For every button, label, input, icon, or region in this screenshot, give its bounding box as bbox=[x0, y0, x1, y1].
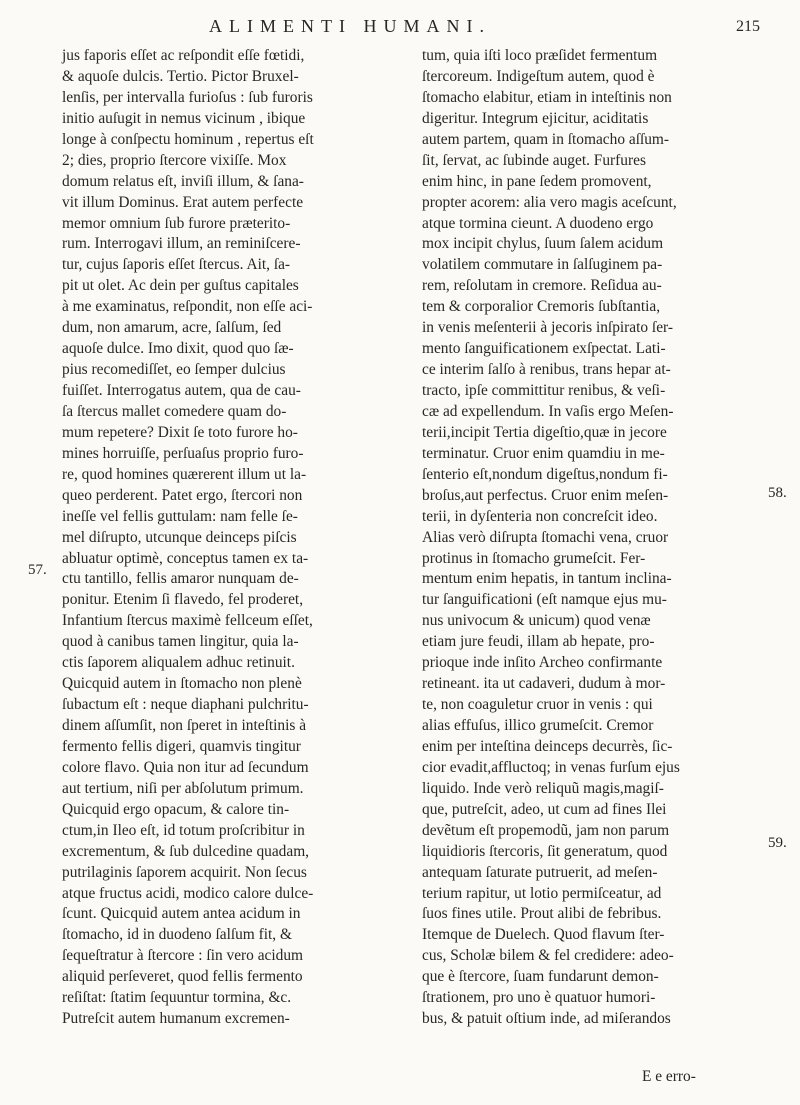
text-line: atque fructus acidi, modico calore dulce- bbox=[62, 884, 314, 902]
text-line: queo perderent. Patet ergo, ſtercori non bbox=[62, 486, 303, 504]
text-line: propter acorem: alia vero magis aceſcunt, bbox=[422, 193, 677, 211]
text-line: jus faporis eſſet ac reſpondit eſſe fœtidi, bbox=[62, 47, 305, 64]
text-line: cæ ad expellendum. In vaſis ergo Meſen- bbox=[422, 402, 674, 420]
text-line: 2; dies, proprio ſtercore vixiſſe. Mox bbox=[62, 151, 287, 169]
text-line: enim per inteſtina deinceps decurrès, ſic- bbox=[422, 737, 673, 755]
text-line: cior evadit,affluctoq; in venas furſum ejus bbox=[422, 758, 680, 776]
text-line: ſtomacho elabitur, etiam in inteſtinis non bbox=[422, 88, 672, 106]
margin-note-59: 59. bbox=[768, 835, 787, 851]
text-line: mines horruiſſe, perſuaſus proprio furo- bbox=[62, 444, 304, 462]
text-line: etiam jure feudi, illam ab hepate, pro- bbox=[422, 633, 655, 651]
text-line: ſequeſtratur à ſtercore : ſin vero acidum bbox=[62, 947, 304, 965]
text-line: fuiſſet. Interrogatus autem, qua de cau- bbox=[62, 382, 301, 399]
running-title: ALIMENTI HUMANI. bbox=[209, 16, 491, 36]
text-line: Itemque de Duelech. Quod flavum ſter- bbox=[422, 926, 665, 944]
text-line: & aquoſe dulcis. Tertio. Pictor Bruxel- bbox=[62, 67, 299, 85]
text-line: tem & corporalior Cremoris ſubſtantia, bbox=[422, 298, 661, 316]
text-line: aliquid perſeveret, quod fellis fermento bbox=[62, 968, 303, 986]
text-line: volatilem commutare in ſalſuginem pa- bbox=[422, 256, 663, 274]
text-line: que, putreſcit, adeo, ut cum ad fines Ilei bbox=[422, 800, 667, 818]
text-line: re, quod homines quærerent illum ut la- bbox=[62, 465, 307, 483]
text-line: liquido. Inde verò reliquũ magis,magiſ- bbox=[422, 779, 664, 797]
text-line: bus, & patuit oſtium inde, ad miſerandos bbox=[422, 1010, 671, 1028]
text-line: initio auſugit in nemus vicinum , ibique bbox=[62, 109, 306, 127]
text-line: domum relatus eſt, inviſi illum, & ſana- bbox=[62, 172, 304, 190]
text-line: retineant. ita ut cadaveri, dudum à mor- bbox=[422, 675, 666, 693]
text-line: à me examinatus, reſpondit, non eſſe aci- bbox=[62, 298, 313, 316]
text-line: lenſis, per intervalla furioſus : ſub furoris bbox=[62, 88, 313, 106]
text-line: terii, in dyſenteria non concreſcit ideo. bbox=[422, 507, 658, 525]
text-line: ctu tantillo, fellis amaror nunquam de- bbox=[62, 570, 299, 588]
text-line: ce interim ſalſo à renibus, trans hepar at- bbox=[422, 361, 671, 379]
text-line: putrilaginis ſaporem acquirit. Non ſecus bbox=[62, 863, 307, 881]
left-column bbox=[62, 46, 397, 1030]
text-line: reſiſtat: ſtatim ſequuntur tormina, &c. bbox=[62, 989, 292, 1007]
text-line: que è ſtercore, ſuam fundarunt demon- bbox=[422, 968, 659, 986]
right-column bbox=[422, 46, 757, 1030]
text-line: abluatur optimè, conceptus tamen ex ta- bbox=[62, 549, 309, 567]
text-line: tur ſanguificationi (eſt namque ejus mu- bbox=[422, 591, 667, 609]
text-line: ctis ſaporem aliqualem adhuc retinuit. bbox=[62, 654, 295, 672]
text-line: devẽtum eſt propemodũ, jam non parum bbox=[422, 821, 670, 839]
text-line: ineſſe vel fellis guttulam: nam felle ſe- bbox=[62, 507, 298, 525]
text-line: mentum enim hepatis, in tantum inclina- bbox=[422, 570, 672, 588]
text-line: ſtercoreum. Indigeſtum autem, quod è bbox=[422, 67, 655, 85]
text-line: nus univocum & unicum) quod venæ bbox=[422, 612, 651, 630]
text-line: rum. Interrogavi illum, an reminiſcere- bbox=[62, 235, 301, 253]
text-line: mox incipit chylus, ſuum ſalem acidum bbox=[422, 235, 664, 253]
text-line: ſcunt. Quicquid autem antea acidum in bbox=[62, 905, 301, 923]
text-line: mum repetere? Dixit ſe toto furore ho- bbox=[62, 423, 298, 441]
margin-note-58: 58. bbox=[768, 485, 787, 501]
text-line: tum, quia iſti loco præſidet fermentum bbox=[422, 47, 658, 64]
page-number: 215 bbox=[736, 18, 760, 35]
text-line: ſuos fines utile. Prout alibi de febribus. bbox=[422, 905, 662, 923]
text-line: cus, Scholæ bilem & fel credidere: adeo- bbox=[422, 947, 674, 965]
text-line: autem partem, quam in ſtomacho aſſum- bbox=[422, 130, 670, 148]
text-line: dinem aſſumſit, non ſperet in inteſtinis à bbox=[62, 717, 307, 734]
text-line: Quicquid autem in ſtomacho non plenè bbox=[62, 675, 302, 693]
text-line: Putreſcit autem humanum excremen- bbox=[62, 1010, 290, 1028]
text-line: broſus,aut perfectus. Cruor enim meſen- bbox=[422, 486, 669, 504]
text-line: terium rapitur, ut lotio permiſceatur, ad bbox=[422, 884, 662, 902]
text-line: mel diſrupto, utcunque deinceps piſcis bbox=[62, 528, 297, 546]
text-line: aquoſe dulce. Imo dixit, quod quo ſæ- bbox=[62, 340, 294, 358]
text-line: pius recomediſſet, eo ſemper dulcius bbox=[62, 361, 286, 379]
text-line: mento ſanguificationem exſpectat. Lati- bbox=[422, 340, 666, 358]
text-line: longe à conſpectu hominum , repertus eſt bbox=[62, 130, 314, 148]
text-line: Quicquid ergo opacum, & calore tin- bbox=[62, 800, 290, 818]
text-line: terii,incipit Tertia digeſtio,quæ in jecore bbox=[422, 423, 667, 441]
text-line: in venis meſenterii à jecoris inſpirato ſer- bbox=[422, 319, 673, 337]
text-line: Infantium ſtercus maximè fellceum eſſet, bbox=[62, 612, 313, 630]
text-line: dum, non amarum, acre, ſalſum, ſed bbox=[62, 319, 282, 337]
text-line: ſtrationem, pro uno è quatuor humori- bbox=[422, 989, 656, 1007]
text-line: Alias verò diſrupta ſtomachi vena, cruor bbox=[422, 528, 669, 546]
running-header bbox=[60, 16, 760, 46]
catchword: E e erro- bbox=[642, 1068, 696, 1085]
text-line: tracto, ipſe committitur renibus, & veſi- bbox=[422, 382, 666, 399]
text-line: ſenterio eſt,nondum digeſtus,nondum fi- bbox=[422, 465, 668, 483]
text-line: ſa ſtercus mallet comedere quam do- bbox=[62, 402, 287, 420]
text-line: aut tertium, niſi per abſolutum primum. bbox=[62, 779, 304, 797]
text-line: ctum,in Ileo eſt, id totum proſcribitur in bbox=[62, 821, 305, 839]
text-line: excrementum, & ſub dulcedine quadam, bbox=[62, 842, 310, 860]
text-line: ſtomacho, id in duodeno ſalſum fit, & bbox=[62, 926, 292, 944]
text-line: atque tormina cieunt. A duodeno ergo bbox=[422, 214, 654, 232]
text-line: digeritur. Integrum ejicitur, aciditatis bbox=[422, 109, 649, 127]
text-line: tur, cujus ſaporis eſſet ſtercus. Ait, ſa- bbox=[62, 256, 291, 274]
text-line: vit illum Dominus. Erat autem perfecte bbox=[62, 193, 304, 211]
text-line: pit ut olet. Ac dein per guſtus capitales bbox=[62, 277, 299, 295]
text-line: te, non coaguletur cruor in venis : qui bbox=[422, 696, 653, 714]
text-line: ſit, ſervat, ac ſubinde auget. Furfures bbox=[422, 151, 646, 169]
text-line: enim hinc, in pane ſedem promovent, bbox=[422, 172, 652, 190]
text-line: ponitur. Etenim ſi flavedo, fel proderet, bbox=[62, 591, 304, 609]
text-line: quod à canibus tamen lingitur, quia la- bbox=[62, 633, 299, 651]
text-line: terminatur. Cruor enim quamdiu in me- bbox=[422, 444, 665, 462]
text-line: colore flavo. Quia non itur ad ſecundum bbox=[62, 758, 309, 776]
text-line: rem, reſolutam in cremore. Reſidua au- bbox=[422, 277, 662, 295]
text-line: ſubactum eſt : neque diaphani pulchritu- bbox=[62, 696, 309, 714]
text-line: alias effuſus, illico grumeſcit. Cremor bbox=[422, 717, 654, 734]
text-line: prioque inde inſito Archeo confirmante bbox=[422, 654, 663, 672]
text-line: protinus in ſtomacho grumeſcit. Fer- bbox=[422, 549, 646, 567]
text-line: fermento fellis digeri, quamvis tingitur bbox=[62, 737, 301, 755]
text-line: liquidioris ſtercoris, ſit generatum, quod bbox=[422, 842, 668, 860]
text-line: memor omnium ſub furore præterito- bbox=[62, 214, 291, 232]
text-line: antequam ſaturate putruerit, ad meſen- bbox=[422, 863, 658, 881]
margin-note-57: 57. bbox=[28, 562, 47, 578]
